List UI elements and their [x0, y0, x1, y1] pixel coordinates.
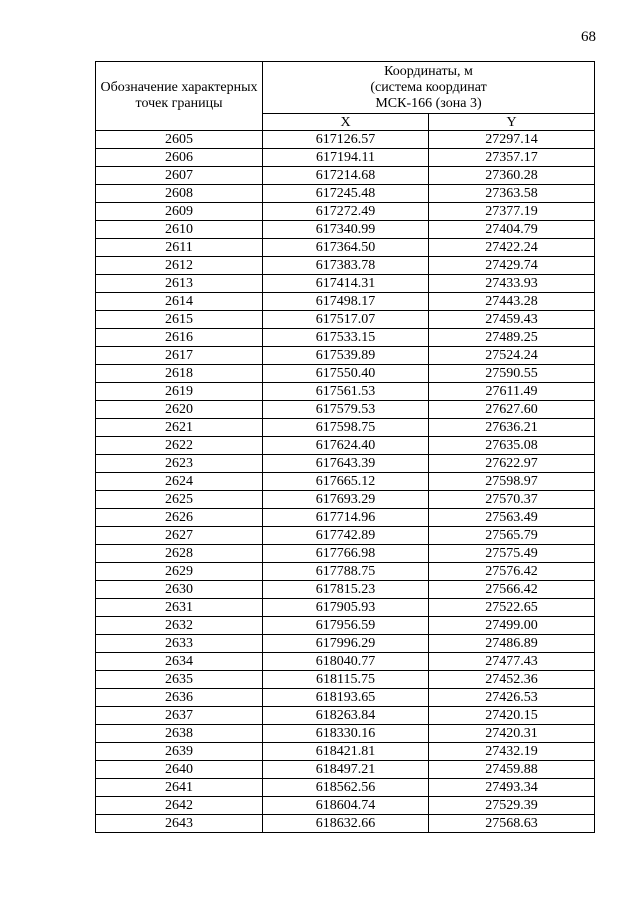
x-coordinate-cell: 617383.78: [263, 257, 429, 275]
point-cell: 2637: [96, 707, 263, 725]
x-column-header: X: [263, 114, 429, 131]
table-row: [96, 545, 595, 563]
y-coordinate-cell: 27499.00: [429, 617, 595, 635]
x-coordinate-cell: 617693.29: [263, 491, 429, 509]
table-row: [96, 815, 595, 833]
x-coordinate-cell: 617126.57: [263, 131, 429, 149]
table-row: [96, 239, 595, 257]
table-row: [96, 347, 595, 365]
point-cell: 2642: [96, 797, 263, 815]
table-row: [96, 365, 595, 383]
table-row: [96, 131, 595, 149]
table-row: [96, 581, 595, 599]
y-coordinate-cell: 27622.97: [429, 455, 595, 473]
table-row: [96, 473, 595, 491]
point-cell: 2612: [96, 257, 263, 275]
table-row: [96, 743, 595, 761]
point-cell: 2608: [96, 185, 263, 203]
table-row: [96, 707, 595, 725]
table-row: [96, 203, 595, 221]
y-coordinate-cell: 27611.49: [429, 383, 595, 401]
y-coordinate-cell: 27635.08: [429, 437, 595, 455]
y-coordinate-cell: 27598.97: [429, 473, 595, 491]
table-header: [96, 62, 595, 131]
x-coordinate-cell: 617996.29: [263, 635, 429, 653]
y-coordinate-cell: 27459.88: [429, 761, 595, 779]
header-row: [96, 62, 595, 114]
x-coordinate-cell: 617624.40: [263, 437, 429, 455]
x-coordinate-cell: 617539.89: [263, 347, 429, 365]
y-coordinate-cell: 27566.42: [429, 581, 595, 599]
x-coordinate-cell: 617766.98: [263, 545, 429, 563]
x-coordinate-cell: 617245.48: [263, 185, 429, 203]
point-cell: 2623: [96, 455, 263, 473]
table-row: [96, 257, 595, 275]
point-cell: 2633: [96, 635, 263, 653]
x-coordinate-cell: 618115.75: [263, 671, 429, 689]
table-body: [96, 131, 595, 833]
x-coordinate-cell: 617214.68: [263, 167, 429, 185]
table-row: [96, 419, 595, 437]
y-coordinate-cell: 27459.43: [429, 311, 595, 329]
y-coordinate-cell: 27377.19: [429, 203, 595, 221]
x-coordinate-cell: 617643.39: [263, 455, 429, 473]
point-cell: 2638: [96, 725, 263, 743]
point-cell: 2631: [96, 599, 263, 617]
y-coordinate-cell: 27433.93: [429, 275, 595, 293]
y-coordinate-cell: 27363.58: [429, 185, 595, 203]
y-coordinate-cell: 27576.42: [429, 563, 595, 581]
table-row: [96, 275, 595, 293]
x-coordinate-cell: 617714.96: [263, 509, 429, 527]
table-row: [96, 599, 595, 617]
y-coordinate-cell: 27636.21: [429, 419, 595, 437]
x-coordinate-cell: 618632.66: [263, 815, 429, 833]
point-cell: 2616: [96, 329, 263, 347]
x-coordinate-cell: 618562.56: [263, 779, 429, 797]
table-row: [96, 653, 595, 671]
table-row: [96, 455, 595, 473]
point-cell: 2606: [96, 149, 263, 167]
point-cell: 2641: [96, 779, 263, 797]
coordinates-column-header: [263, 62, 595, 114]
y-coordinate-cell: 27524.24: [429, 347, 595, 365]
x-coordinate-cell: 618263.84: [263, 707, 429, 725]
table-row: [96, 689, 595, 707]
point-cell: 2609: [96, 203, 263, 221]
point-cell: 2639: [96, 743, 263, 761]
y-coordinate-cell: 27493.34: [429, 779, 595, 797]
coordinates-header-line-2: (система координат: [370, 79, 487, 95]
table-row: [96, 725, 595, 743]
x-coordinate-cell: 617414.31: [263, 275, 429, 293]
point-column-header: Обозначение характерных точек границы: [96, 62, 263, 131]
x-coordinate-cell: 617561.53: [263, 383, 429, 401]
x-coordinate-cell: 617905.93: [263, 599, 429, 617]
table-row: [96, 563, 595, 581]
table-row: [96, 761, 595, 779]
x-coordinate-cell: 618193.65: [263, 689, 429, 707]
point-cell: 2615: [96, 311, 263, 329]
point-cell: 2613: [96, 275, 263, 293]
y-coordinate-cell: 27570.37: [429, 491, 595, 509]
point-cell: 2636: [96, 689, 263, 707]
point-cell: 2622: [96, 437, 263, 455]
coordinates-header-line-3: МСК-166 (зона 3): [375, 95, 482, 111]
x-coordinate-cell: 617788.75: [263, 563, 429, 581]
x-coordinate-cell: 617364.50: [263, 239, 429, 257]
x-coordinate-cell: 618040.77: [263, 653, 429, 671]
x-coordinate-cell: 617665.12: [263, 473, 429, 491]
table-row: [96, 401, 595, 419]
y-coordinate-cell: 27297.14: [429, 131, 595, 149]
table-row: [96, 779, 595, 797]
y-coordinate-cell: 27529.39: [429, 797, 595, 815]
point-cell: 2626: [96, 509, 263, 527]
coordinates-table: [95, 61, 595, 833]
page-number: 68: [581, 29, 596, 45]
point-cell: 2618: [96, 365, 263, 383]
table-row: [96, 437, 595, 455]
point-cell: 2627: [96, 527, 263, 545]
table-row: [96, 671, 595, 689]
point-cell: 2621: [96, 419, 263, 437]
coordinates-header-line-1: Координаты, м: [384, 63, 473, 79]
x-coordinate-cell: 617956.59: [263, 617, 429, 635]
x-coordinate-cell: 617815.23: [263, 581, 429, 599]
x-coordinate-cell: 617340.99: [263, 221, 429, 239]
y-coordinate-cell: 27452.36: [429, 671, 595, 689]
y-coordinate-cell: 27420.15: [429, 707, 595, 725]
y-coordinate-cell: 27426.53: [429, 689, 595, 707]
table-row: [96, 167, 595, 185]
table-row: [96, 635, 595, 653]
y-coordinate-cell: 27627.60: [429, 401, 595, 419]
x-coordinate-cell: 617579.53: [263, 401, 429, 419]
x-coordinate-cell: 618604.74: [263, 797, 429, 815]
point-cell: 2610: [96, 221, 263, 239]
y-coordinate-cell: 27522.65: [429, 599, 595, 617]
x-coordinate-cell: 617550.40: [263, 365, 429, 383]
table-row: [96, 311, 595, 329]
table-row: [96, 797, 595, 815]
point-cell: 2625: [96, 491, 263, 509]
x-coordinate-cell: 617517.07: [263, 311, 429, 329]
x-coordinate-cell: 618330.16: [263, 725, 429, 743]
table-row: [96, 527, 595, 545]
point-cell: 2632: [96, 617, 263, 635]
y-coordinate-cell: 27360.28: [429, 167, 595, 185]
x-coordinate-cell: 617742.89: [263, 527, 429, 545]
y-coordinate-cell: 27565.79: [429, 527, 595, 545]
y-coordinate-cell: 27404.79: [429, 221, 595, 239]
table-row: [96, 617, 595, 635]
y-coordinate-cell: 27420.31: [429, 725, 595, 743]
point-cell: 2624: [96, 473, 263, 491]
point-cell: 2611: [96, 239, 263, 257]
table-row: [96, 509, 595, 527]
point-cell: 2630: [96, 581, 263, 599]
x-coordinate-cell: 617533.15: [263, 329, 429, 347]
y-coordinate-cell: 27422.24: [429, 239, 595, 257]
table-row: [96, 491, 595, 509]
y-coordinate-cell: 27489.25: [429, 329, 595, 347]
table-row: [96, 149, 595, 167]
y-coordinate-cell: 27429.74: [429, 257, 595, 275]
x-coordinate-cell: 617194.11: [263, 149, 429, 167]
table-row: [96, 185, 595, 203]
y-coordinate-cell: 27486.89: [429, 635, 595, 653]
y-coordinate-cell: 27575.49: [429, 545, 595, 563]
x-coordinate-cell: 618421.81: [263, 743, 429, 761]
y-coordinate-cell: 27357.17: [429, 149, 595, 167]
point-cell: 2619: [96, 383, 263, 401]
y-column-header: Y: [429, 114, 595, 131]
table-row: [96, 293, 595, 311]
point-cell: 2634: [96, 653, 263, 671]
y-coordinate-cell: 27443.28: [429, 293, 595, 311]
y-coordinate-cell: 27590.55: [429, 365, 595, 383]
point-cell: 2617: [96, 347, 263, 365]
y-coordinate-cell: 27563.49: [429, 509, 595, 527]
x-coordinate-cell: 617272.49: [263, 203, 429, 221]
y-coordinate-cell: 27568.63: [429, 815, 595, 833]
point-cell: 2605: [96, 131, 263, 149]
x-coordinate-cell: 617598.75: [263, 419, 429, 437]
point-cell: 2643: [96, 815, 263, 833]
point-cell: 2628: [96, 545, 263, 563]
table-row: [96, 329, 595, 347]
point-cell: 2629: [96, 563, 263, 581]
x-coordinate-cell: 618497.21: [263, 761, 429, 779]
point-cell: 2614: [96, 293, 263, 311]
point-cell: 2607: [96, 167, 263, 185]
point-cell: 2640: [96, 761, 263, 779]
y-coordinate-cell: 27432.19: [429, 743, 595, 761]
table-row: [96, 383, 595, 401]
point-cell: 2635: [96, 671, 263, 689]
point-cell: 2620: [96, 401, 263, 419]
x-coordinate-cell: 617498.17: [263, 293, 429, 311]
table-row: [96, 221, 595, 239]
y-coordinate-cell: 27477.43: [429, 653, 595, 671]
